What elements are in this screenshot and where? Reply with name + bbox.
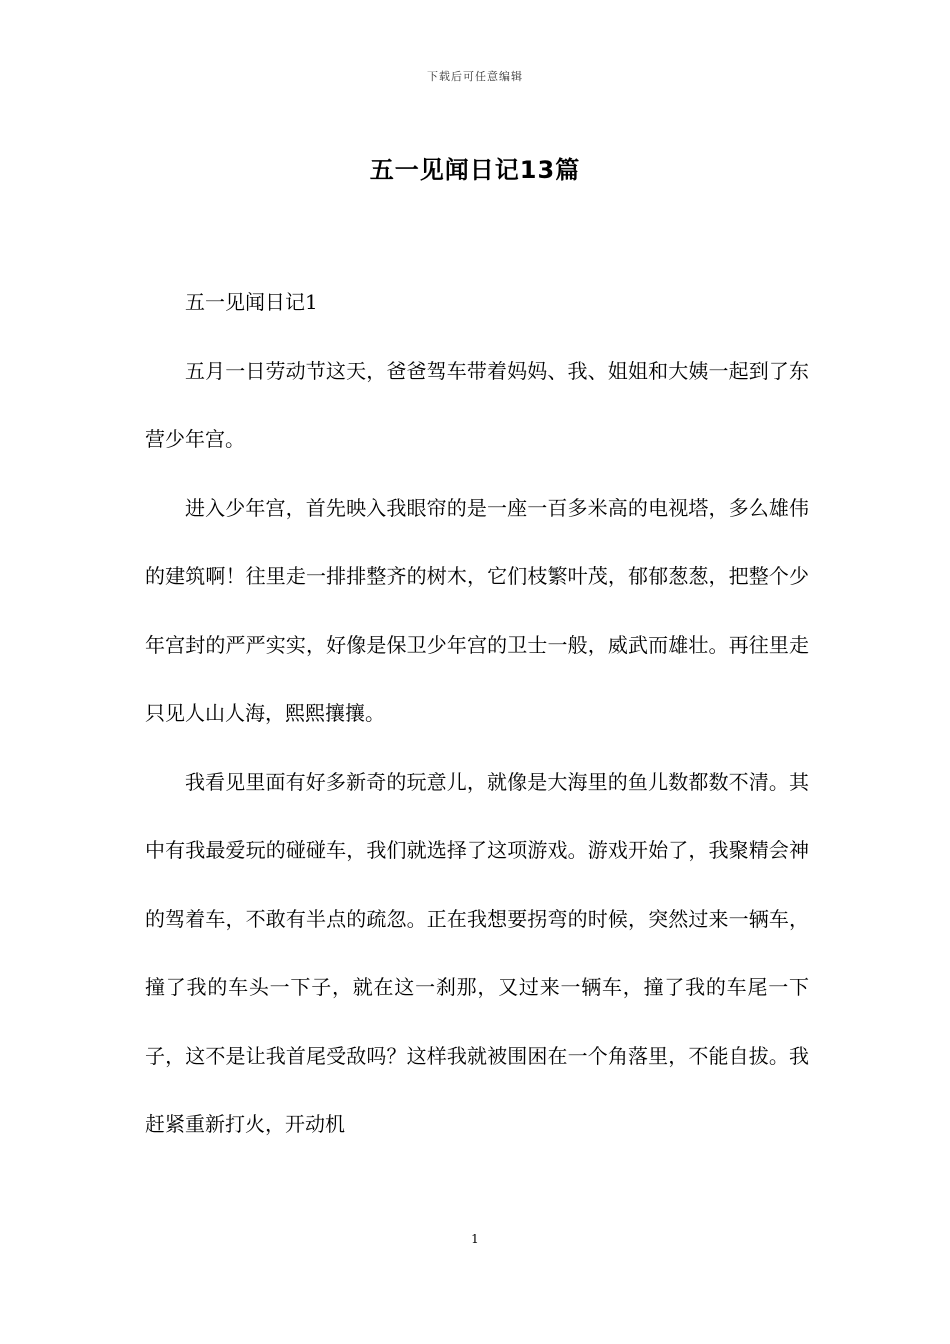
header-note: 下载后可任意编辑	[427, 70, 523, 83]
page-number: 1	[471, 1232, 479, 1246]
paragraph: 进入少年宫，首先映入我眼帘的是一座一百多米高的电视塔，多么雄伟的建筑啊！往里走一排排整齐的树木，它们枝繁叶茂，郁郁葱葱，把整个少年宫封的严严实实，好像是保卫少年宫的卫士一般，威武而雄壮。再往里走只见人山人海，熙熙攘攘。	[145, 495, 809, 725]
paragraph: 五月一日劳动节这天，爸爸驾车带着妈妈、我、姐姐和大姨一起到了东营少年宫。	[145, 358, 809, 451]
section-heading: 五一见闻日记1	[185, 290, 318, 314]
paragraph: 我看见里面有好多新奇的玩意儿，就像是大海里的鱼儿数都数不清。其中有我最爱玩的碰碰车，我们就选择了这项游戏。游戏开始了，我聚精会神的驾着车，不敢有半点的疏忽。正在我想要拐弯的时候，突然过来一辆车，撞了我的车头一下子，就在这一刹那，又过来一辆车，撞了我的车尾一下子，这不是让我首尾受敌吗？这样我就被围困在一个角落里，不能自拔。我赶紧重新打火，开动机	[145, 769, 809, 1136]
document-title: 五一见闻日记13篇	[369, 156, 581, 184]
document-body	[145, 268, 809, 1159]
